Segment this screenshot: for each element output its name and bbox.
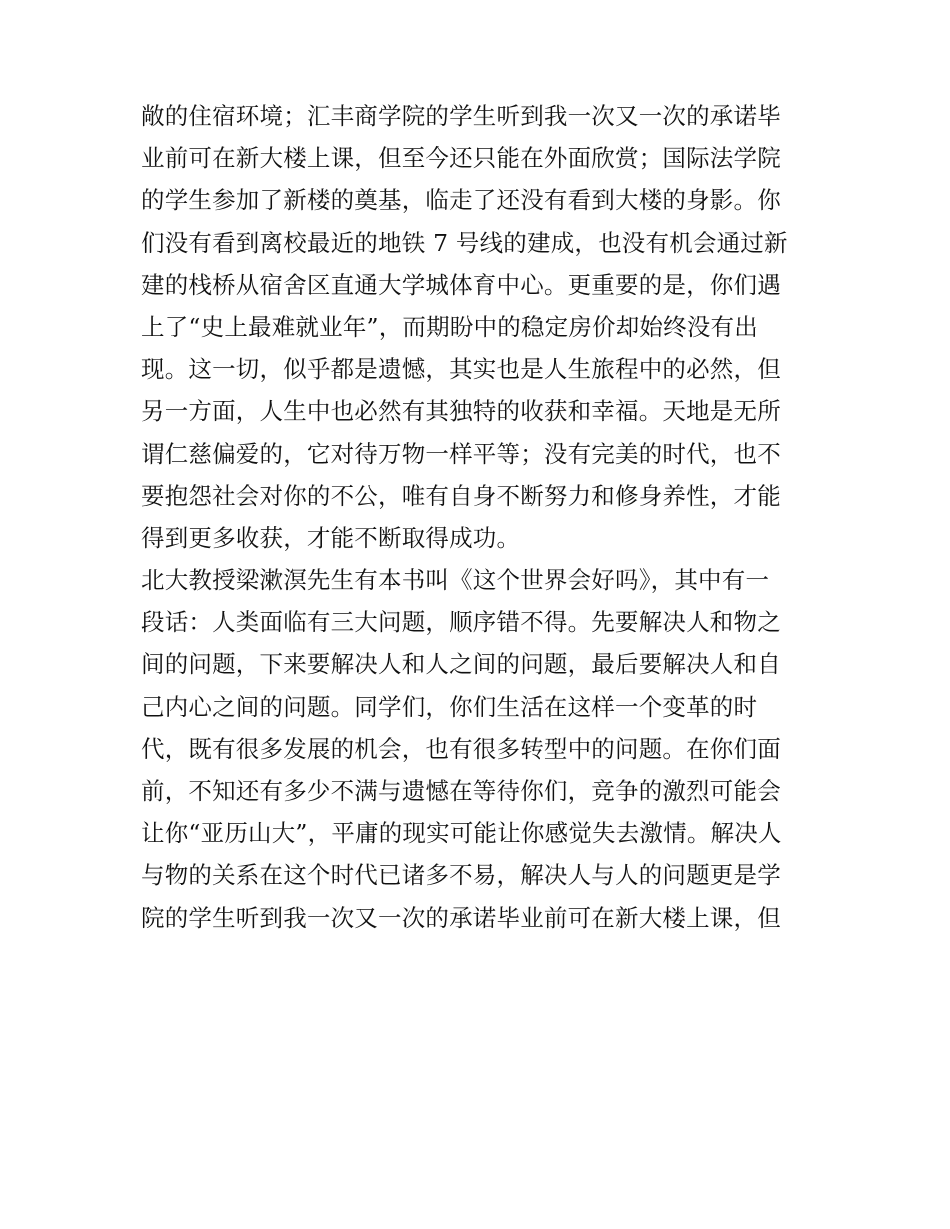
text-line-15: 己内心之间的问题。同学们，你们生活在这样一个变革的时: [141, 692, 758, 721]
text-line-18: 让你“亚历山大”，平庸的现实可能让你感觉失去激情。解决人: [141, 819, 782, 848]
text-line-7: 现。这一切，似乎都是遗憾，其实也是人生旅程中的必然，但: [141, 355, 781, 384]
text-line-17: 前，不知还有多少不满与遗憾在等待你们，竞争的激烈可能会: [141, 777, 781, 805]
text-line-20: 院的学生听到我一次又一次的承诺毕业前可在新大楼上课，但: [141, 903, 781, 932]
text-line-3: 的学生参加了新楼的奠基，临走了还没有看到大楼的身影。你: [141, 186, 781, 215]
text-line-10: 要抱怨社会对你的不公，唯有自身不断努力和修身养性，才能: [141, 481, 781, 510]
text-line-19: 与物的关系在这个时代已诸多不易，解决人与人的问题更是学: [141, 861, 781, 890]
text-line-11: 得到更多收获，才能不断取得成功。: [141, 523, 521, 552]
text-line-14: 间的问题，下来要解决人和人之间的问题，最后要解决人和自: [141, 650, 781, 679]
text-line-12: 北大教授梁漱溟先生有本书叫《这个世界会好吗》，其中有一: [141, 566, 770, 595]
text-line-6: 上了“史上最难就业年”，而期盼中的稳定房价却始终没有出: [141, 312, 758, 341]
text-line-1: 敞的住宿环境；汇丰商学院的学生听到我一次又一次的承诺毕: [141, 102, 781, 130]
text-line-8: 另一方面，人生中也必然有其独特的收获和幸福。天地是无所: [141, 397, 781, 426]
text-line-4: 们没有看到离校最近的地铁 7 号线的建成，也没有机会通过新: [141, 228, 788, 257]
text-line-9: 谓仁慈偏爱的，它对待万物一样平等；没有完美的时代，也不: [141, 439, 781, 468]
text-line-5: 建的栈桥从宿舍区直通大学城体育中心。更重要的是，你们遇: [141, 270, 781, 299]
text-body: [141, 95, 821, 939]
text-line-2: 业前可在新大楼上课，但至今还只能在外面欣赏；国际法学院: [141, 144, 781, 173]
text-line-16: 代，既有很多发展的机会，也有很多转型中的问题。在你们面: [141, 734, 781, 763]
text-line-13: 段话：人类面临有三大问题，顺序错不得。先要解决人和物之: [141, 608, 781, 637]
